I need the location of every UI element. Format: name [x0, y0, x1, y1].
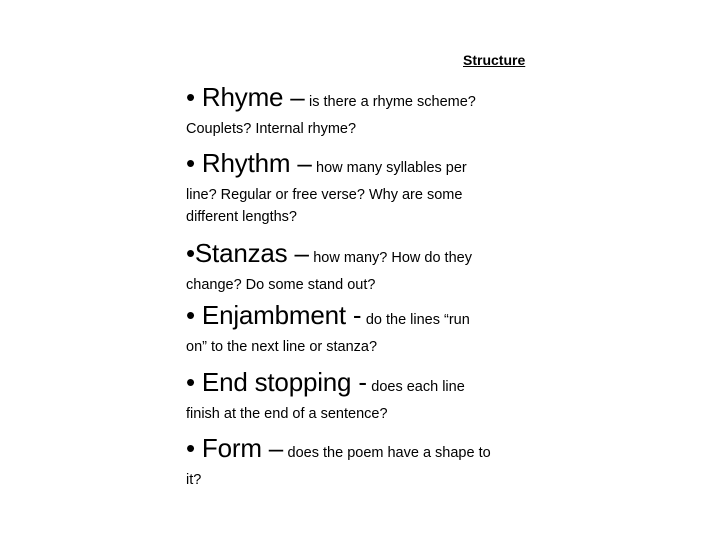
list-item-end-stopping: [186, 365, 546, 425]
term-rhyme: • Rhyme –: [186, 82, 305, 112]
description-stanzas: how many? How do they: [313, 250, 472, 266]
term-stanzas: •Stanzas –: [186, 238, 309, 268]
description-continuation-end-stopping: finish at the end of a sentence?: [186, 406, 388, 422]
list-item-rhyme: [186, 80, 546, 140]
list-item-form: [186, 431, 546, 491]
description-continuation-rhyme: Couplets? Internal rhyme?: [186, 121, 357, 137]
description-continuation-form: it?: [186, 472, 202, 488]
description-continuation-rhythm: line? Regular or free verse? Why are some different lengths?: [186, 187, 463, 225]
description-continuation-enjambment: on” to the next line or stanza?: [186, 339, 378, 355]
description-rhythm: how many syllables per: [316, 160, 467, 176]
description-rhyme: is there a rhyme scheme?: [309, 94, 476, 110]
list-item-stanzas: [186, 236, 546, 296]
description-form: does the poem have a shape to: [287, 445, 491, 461]
term-form: • Form –: [186, 433, 284, 463]
description-end-stopping: does each line: [371, 379, 465, 395]
description-enjambment: do the lines “run: [365, 312, 470, 328]
list-item-rhythm: [186, 146, 546, 228]
term-end-stopping: • End stopping -: [186, 367, 367, 397]
list-item-enjambment: [186, 298, 546, 358]
page-title: Structure: [463, 52, 526, 68]
term-enjambment: • Enjambment -: [186, 300, 362, 330]
term-rhythm: • Rhythm –: [186, 148, 312, 178]
description-continuation-stanzas: change? Do some stand out?: [186, 277, 376, 293]
